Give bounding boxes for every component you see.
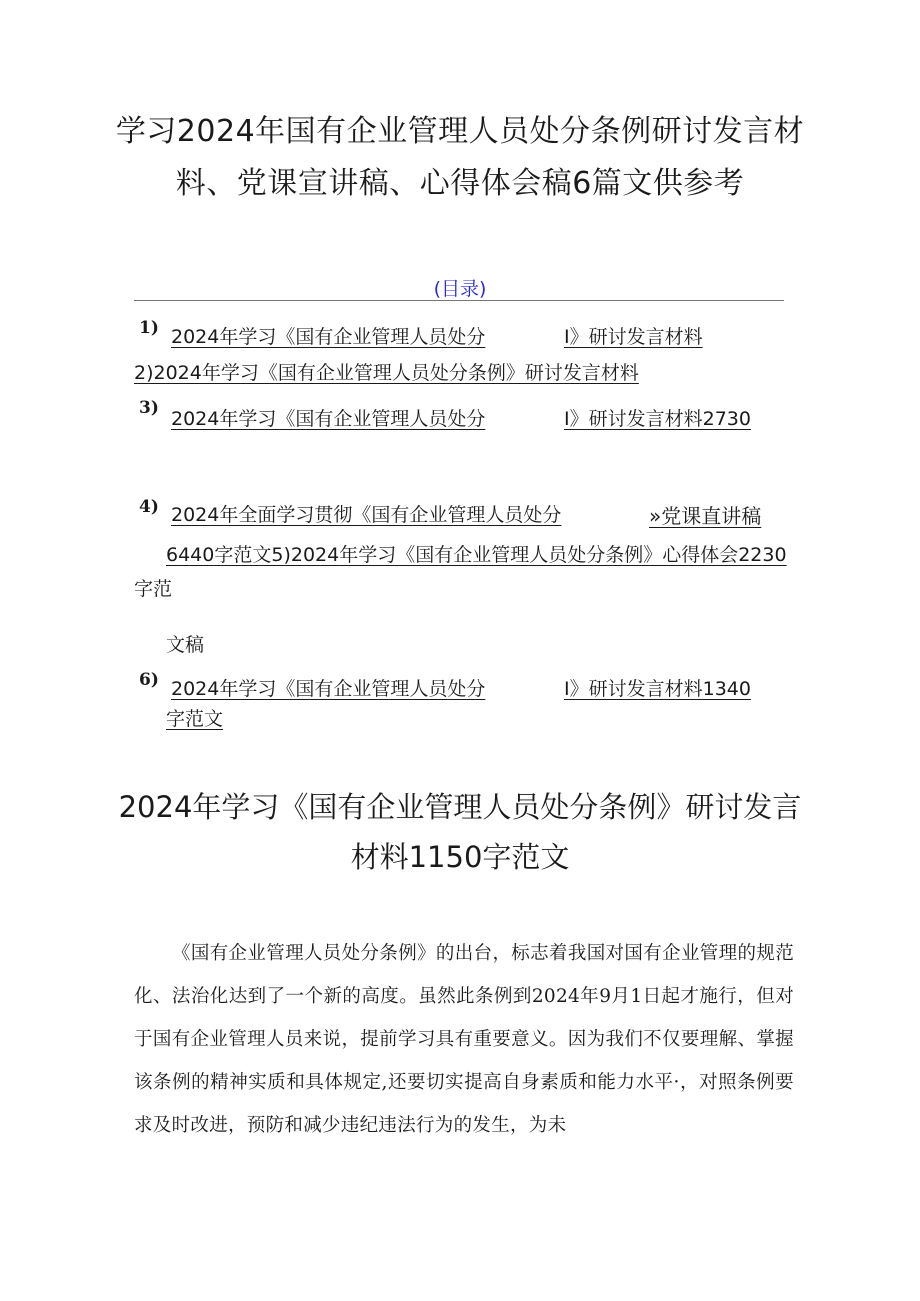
toc-entry-1-left[interactable]: 2024年学习《国有企业管理人员处分 xyxy=(171,326,486,348)
toc-entry-2[interactable]: 2)2024年学习《国有企业管理人员处分条例》研讨发言材料 xyxy=(134,362,639,384)
toc-heading: (目录) xyxy=(433,278,487,300)
toc-divider xyxy=(134,300,784,301)
toc-entry-6-line2[interactable]: 字范文 xyxy=(166,708,224,730)
toc-entry-4-line3: 字范 xyxy=(134,578,173,600)
section-title: 2024年学习《国有企业管理人员处分条例》研讨发言材料1150字范文 xyxy=(118,790,802,874)
toc-entry-3-left[interactable]: 2024年学习《国有企业管理人员处分 xyxy=(171,408,486,430)
toc-entry-6-left[interactable]: 2024年学习《国有企业管理人员处分 xyxy=(171,678,486,700)
document-title: 学习2024年国有企业管理人员处分条例研讨发言材料、党课宣讲稿、心得体会稿6篇文供参考 xyxy=(115,114,805,201)
toc-entry-1-right[interactable]: I》研讨发言材料 xyxy=(564,326,703,348)
body-paragraph: 《国有企业管理人员处分条例》的出台，标志着我国对国有企业管理的规范化、法治化达到了一个新的高度。虽然此条例到2024年9月1日起才施行，但对于国有企业管理人员来说，提前学习具有重要意义。因为我们不仅要理解、掌握该条例的精神实质和具体规定,还要切实提高自身素质和能力水平·，对照条例要求及时改进，预防和减少违纪违法行为的发生，为未 xyxy=(134,943,794,1136)
toc-entry-4-line2[interactable]: 6440字范文5)2024年学习《国有企业管理人员处分条例》心得体会2230 xyxy=(166,544,787,566)
toc-entry-4-right[interactable]: »党课直讲稿 xyxy=(649,504,762,528)
toc-entry-6-right[interactable]: I》研讨发言材料1340 xyxy=(564,678,751,700)
toc-entry-4-line4: 文稿 xyxy=(166,634,205,656)
toc-number-4: 4) xyxy=(139,497,159,517)
toc-entry-3-right[interactable]: I》研讨发言材料2730 xyxy=(564,408,751,430)
toc-entry-4-left[interactable]: 2024年全面学习贯彻《国有企业管理人员处分 xyxy=(171,504,562,526)
toc-number-6: 6) xyxy=(139,670,159,690)
toc-number-1: 1) xyxy=(139,318,159,338)
toc-number-3: 3) xyxy=(139,398,159,418)
